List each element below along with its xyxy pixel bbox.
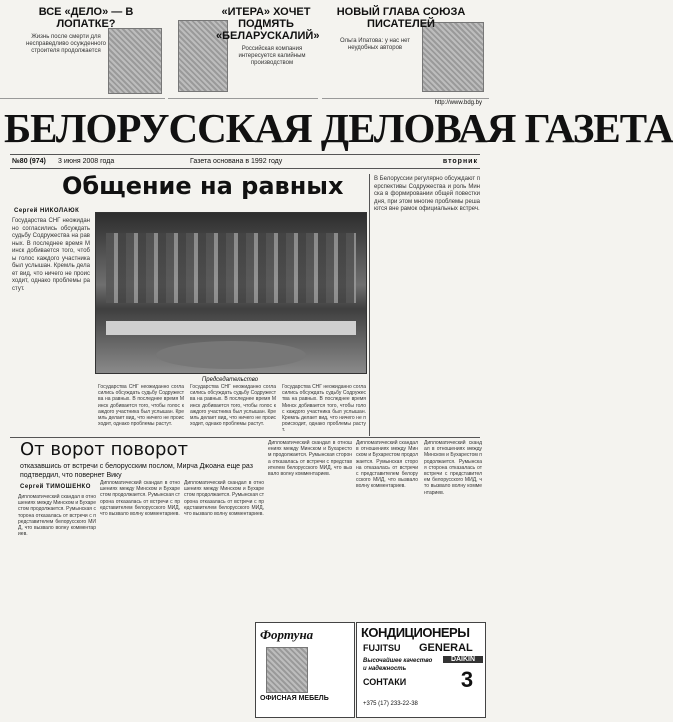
section-rule (10, 437, 480, 438)
second-column-6: Дипломатический скандал в отношениях между Минском и Бухарестом продолжается. Румынская сторона отказалась от встречи с представителем белорусского МИД, что вызвало волну комментариев. (424, 440, 482, 496)
furniture-title: ОФИСНАЯ МЕБЕЛЬ (260, 695, 329, 702)
founded-note: Газета основана в 1992 году (190, 158, 283, 165)
lead-photo (95, 212, 367, 374)
second-column-1: Дипломатический скандал в отношениях между Минском и Бухарестом продолжается. Румынская сторона отказалась от встречи с представителем белорусского МИД, что вызвало волну комментариев. (18, 494, 96, 538)
dealer-name: СОНТАКИ (363, 677, 407, 687)
weekday: вторник (442, 158, 478, 165)
furniture-company: Фортуна (260, 627, 314, 642)
teaser-1[interactable] (0, 0, 165, 99)
second-headline[interactable]: От ворот поворот (20, 439, 188, 460)
slogan-line-2: и надежность (363, 666, 407, 672)
lead-column-2: Государства СНГ неожиданно согласились обсуждать судьбу Содружества на равных. В последнее время Минск добивается того, чтобы голос каждого участника был услышан. Кремль делает вид, что ничего не происходит, однако проблемы растут. (98, 384, 184, 428)
brand-fujitsu: FUJITSU (363, 643, 401, 653)
teaser-1-title: ВСЕ «ДЕЛО» — В ЛОПАТКЕ? (38, 6, 134, 30)
teaser-3[interactable] (322, 0, 489, 99)
slogan-line-1: Высочайшее качество (363, 658, 433, 664)
teaser-2-text: Российская компания интересуется калийным производством (238, 46, 306, 66)
lead-byline: Сергей НИКОЛАЮК (14, 208, 80, 214)
website-url[interactable]: http://www.bdg.by (434, 100, 482, 106)
masthead: БЕЛОРУССКАЯ ДЕЛОВАЯ ГАЗЕТА (4, 105, 673, 151)
second-column-4: Дипломатический скандал в отношениях между Минском и Бухарестом продолжается. Румынская сторона отказалась от встречи с представителем белорусского МИД, что вызвало волну комментариев. (268, 440, 352, 478)
issue-number: №80 (974) (12, 158, 46, 165)
second-column-3: Дипломатический скандал в отношениях между Минском и Бухарестом продолжается. Румынская сторона отказалась от встречи с представителем белорусского МИД, что вызвало волну комментариев. (184, 480, 265, 518)
conditioner-title: КОНДИЦИОНЕРЫ (361, 625, 470, 640)
second-deck: отказавшись от встречи с белорусским послом, Мирча Джоана еще раз подтвердил, что повернет Вику (20, 463, 253, 479)
furniture-chair-image (266, 647, 308, 693)
photo-table (106, 321, 356, 335)
conditioner-ad[interactable] (356, 622, 486, 718)
dateline-bottom-rule (10, 168, 480, 169)
dateline-top-rule (10, 154, 480, 155)
issue-date: 3 июня 2008 года (58, 158, 115, 165)
lead-photo-caption: Председательство (201, 377, 259, 383)
teaser-3-photo (422, 22, 484, 92)
teaser-1-text: Жизнь после смерти для несправедливо осужденного строителя продолжается (26, 34, 106, 54)
furniture-ad[interactable] (255, 622, 355, 718)
right-column-divider (369, 174, 370, 436)
second-byline: Сергей ТИМОШЕНКО (20, 484, 91, 490)
teaser-1-photo (108, 28, 162, 94)
teaser-3-text: Ольга Ипатова: у нас нет неудобных авторов (339, 38, 411, 51)
lead-column-3: Государства СНГ неожиданно согласились обсуждать судьбу Содружества на равных. В последнее время Минск добивается того, чтобы голос каждого участника был услышан. Кремль делает вид, что ничего не происходит, однако проблемы растут. (190, 384, 276, 428)
lead-column-1: Государства СНГ неожиданно согласились обсуждать судьбу Содружества на равных. В последнее время Минск добивается того, чтобы голос каждого участника был услышан. Кремль делает вид, что ничего не происходит, однако проблемы растут. (12, 218, 90, 292)
lead-headline[interactable]: Общение на равных (62, 172, 344, 200)
photo-flags (106, 233, 356, 303)
photo-floor (156, 341, 306, 369)
brand-general: GENERAL (419, 642, 473, 654)
second-column-2: Дипломатический скандал в отношениях между Минском и Бухарестом продолжается. Румынская сторона отказалась от встречи с представителем белорусского МИД, что вызвало волну комментариев. (100, 480, 181, 518)
promo-number: 3 (460, 667, 474, 692)
brand-daikin: DAIKIN (443, 656, 483, 663)
teaser-2-title: «ИТЕРА» ХОЧЕТ ПОДМЯТЬ «БЕЛАРУСКАЛИЙ» (216, 6, 320, 42)
teaser-2[interactable] (168, 0, 318, 99)
second-column-5: Дипломатический скандал в отношениях между Минском и Бухарестом продолжается. Румынская сторона отказалась от встречи с представителем белорусского МИД, что вызвало волну комментариев. (356, 440, 418, 490)
lead-column-4: Государства СНГ неожиданно согласились обсуждать судьбу Содружества на равных. В последнее время Минск добивается того, чтобы голос каждого участника был услышан. Кремль делает вид, что ничего не происходит, однако проблемы растут. (282, 384, 366, 434)
dealer-phone: +375 (17) 233-22-38 (363, 701, 418, 707)
right-column-text: В Белоруссии регулярно обсуждают перспективы Содружества и роль Минска в формировании общей повестки дня, при этом многие проблемы решаются вне рамок официальных встреч. (374, 176, 481, 212)
teaser-3-title: НОВЫЙ ГЛАВА СОЮЗА ПИСАТЕЛЕЙ (336, 6, 466, 30)
